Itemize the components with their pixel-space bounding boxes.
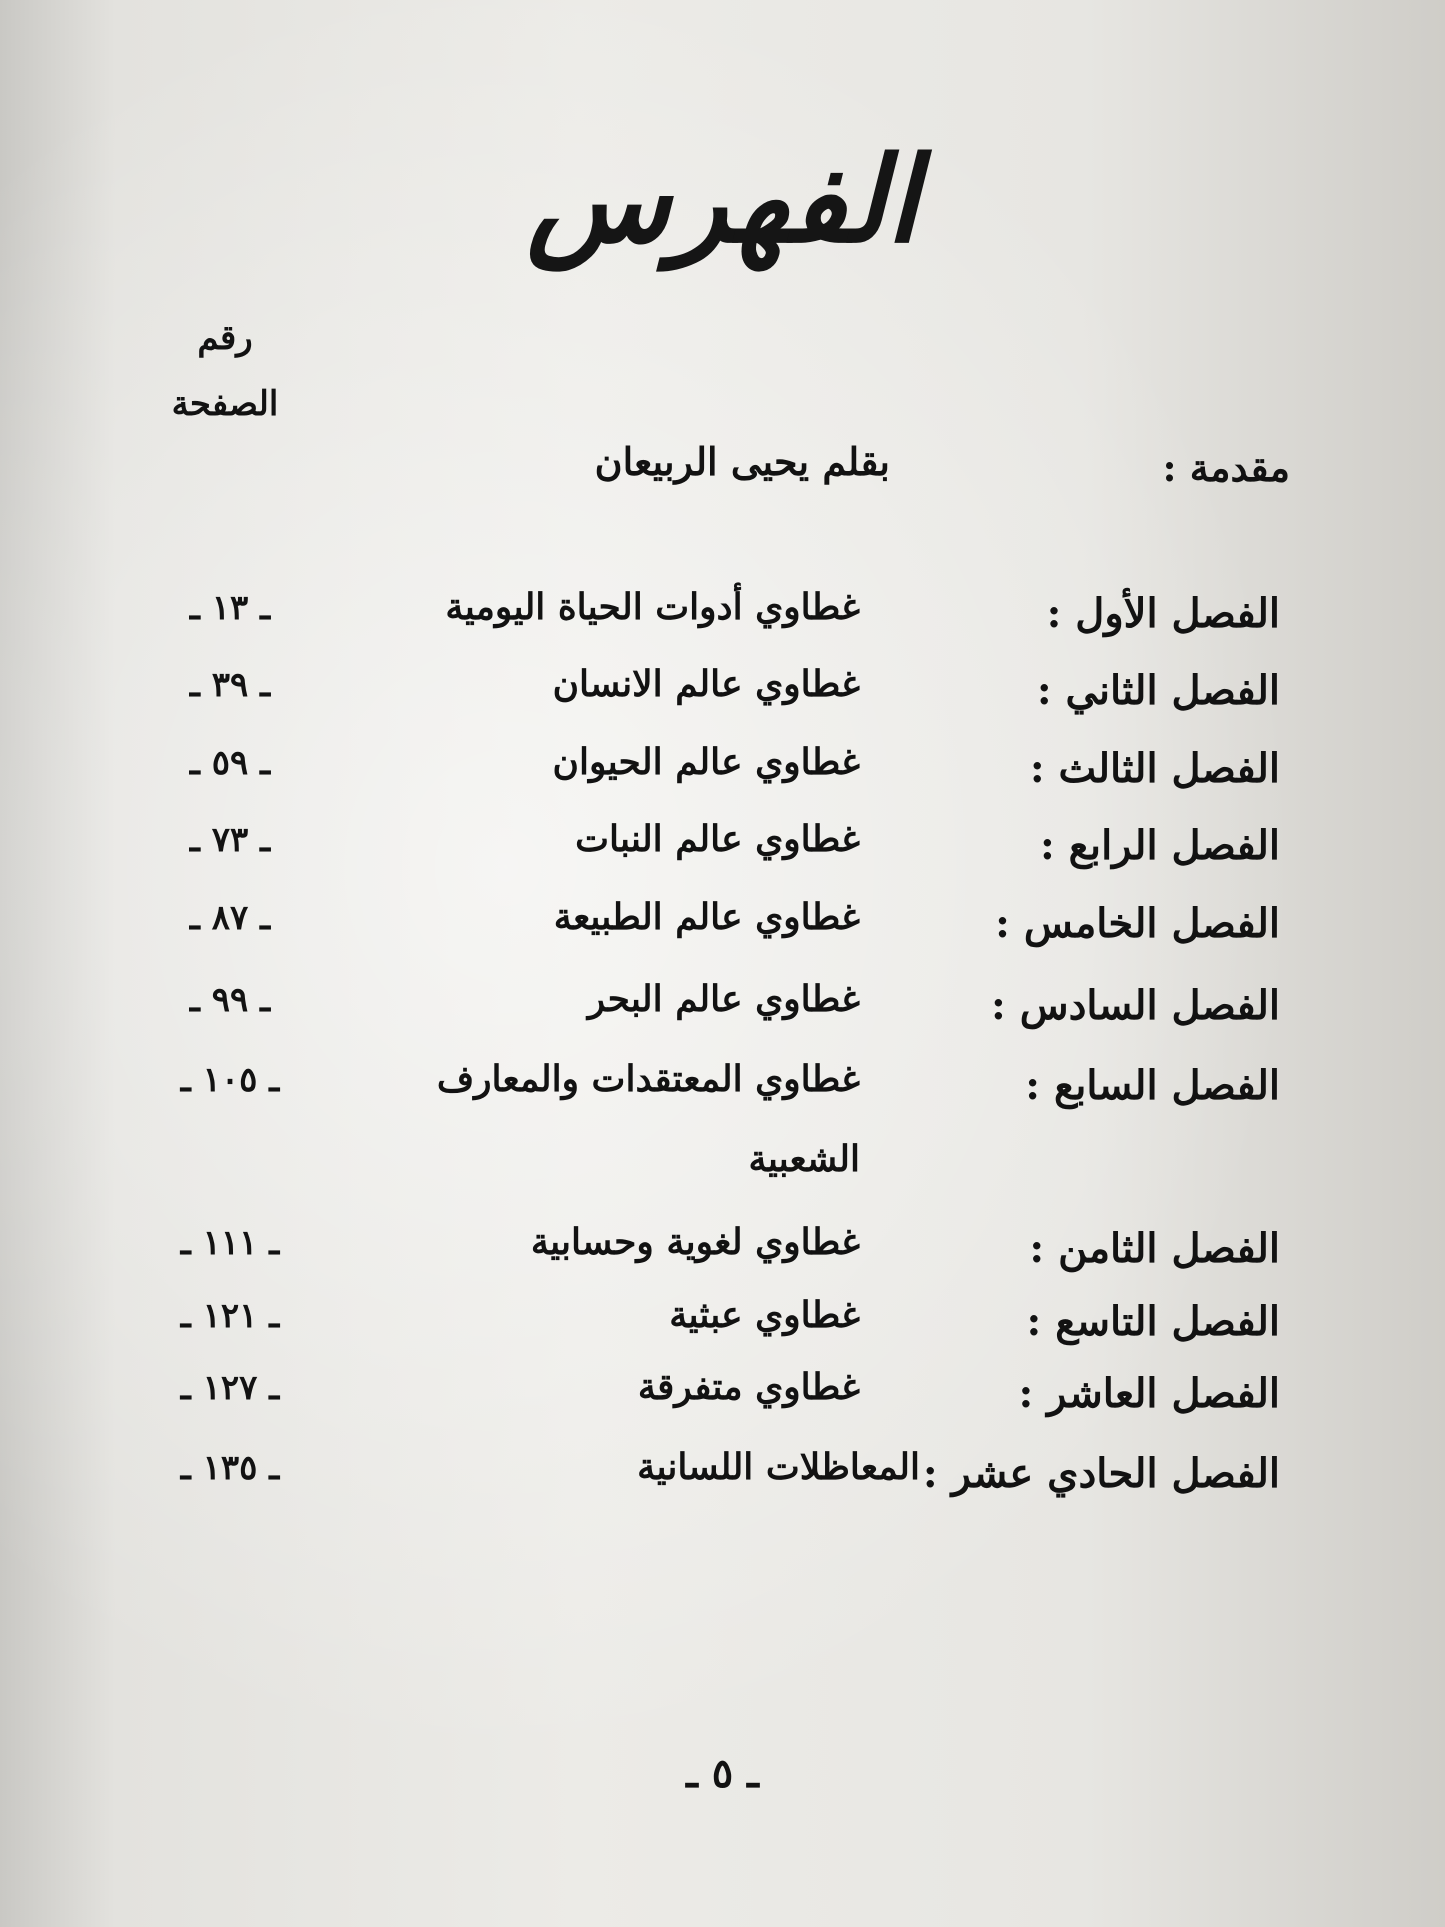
chapter-subject: غطاوي متفرقة [637,1366,860,1408]
intro-author: بقلم يحيى الربيعان [594,439,890,484]
chapter-label: الفصل الثالث : [1029,745,1280,792]
chapter-label: الفصل الحادي عشر : [922,1450,1280,1497]
page-number: ـ ٥٩ ـ [189,743,271,783]
chapter-label: الفصل العاشر : [1018,1370,1280,1417]
page-number-column-header [150,305,300,437]
chapter-label: الفصل الرابع : [1039,822,1280,869]
page-folio: ـ ٥ ـ [686,1750,759,1797]
toc-entry-10 [160,1366,1280,1426]
page-number: ـ ٨٧ ـ [189,898,271,938]
chapter-subject: غطاوي عالم الحيوان [552,741,860,783]
chapter-subject: غطاوي لغوية وحسابية [530,1221,860,1263]
chapter-label: الفصل الثاني : [1036,667,1280,714]
page-column-header-line1: رقم [197,318,253,358]
chapter-label: الفصل الثامن : [1029,1225,1280,1272]
toc-entry-9 [160,1294,1280,1354]
toc-entry-2 [160,663,1280,723]
toc-entry-3 [160,741,1280,801]
chapter-subject: غطاوي عالم البحر [587,978,860,1020]
chapter-subject: غطاوي المعتقدات والمعارف [436,1058,860,1100]
page-column-header-line2: الصفحة [171,384,279,424]
chapter-subject: غطاوي أدوات الحياة اليومية [445,586,860,628]
chapter-subject-continuation: الشعبية [748,1138,860,1180]
page-number: ـ ٧٣ ـ [189,820,271,860]
page-number: ـ ١٣٥ ـ [180,1448,280,1488]
toc-entry-4 [160,818,1280,878]
page-number: ـ ١٠٥ ـ [180,1060,280,1100]
page-number: ـ ١٢١ ـ [180,1296,280,1336]
chapter-label: الفصل السابع : [1025,1062,1280,1109]
chapter-subject: غطاوي عالم الطبيعة [553,896,860,938]
chapter-label: الفصل التاسع : [1026,1298,1280,1345]
intro-entry [100,439,1290,505]
toc-entry-11 [160,1446,1280,1506]
page-number: ـ ١٣ ـ [189,588,271,628]
chapter-subject: المعاظلات اللسانية [637,1446,920,1488]
toc-entry-5 [160,896,1280,956]
page-number: ـ ٩٩ ـ [189,980,271,1020]
chapter-subject: غطاوي عالم الانسان [552,663,860,705]
page-number: ـ ١٢٧ ـ [180,1368,280,1408]
chapter-label: الفصل السادس : [991,982,1280,1029]
page-number: ـ ٣٩ ـ [189,665,271,705]
intro-label: مقدمة : [1162,445,1290,490]
chapter-subject: غطاوي عبثية [669,1294,860,1336]
page-number: ـ ١١١ ـ [180,1223,280,1263]
chapter-subject: غطاوي عالم النبات [575,818,860,860]
toc-entry-7 [160,1058,1280,1118]
toc-entry-6 [160,978,1280,1038]
chapter-label: الفصل الأول : [1046,590,1280,637]
toc-entry-8 [160,1221,1280,1281]
page-title: الفهرس [526,130,919,269]
toc-entry-1 [160,586,1280,646]
chapter-label: الفصل الخامس : [995,900,1280,947]
